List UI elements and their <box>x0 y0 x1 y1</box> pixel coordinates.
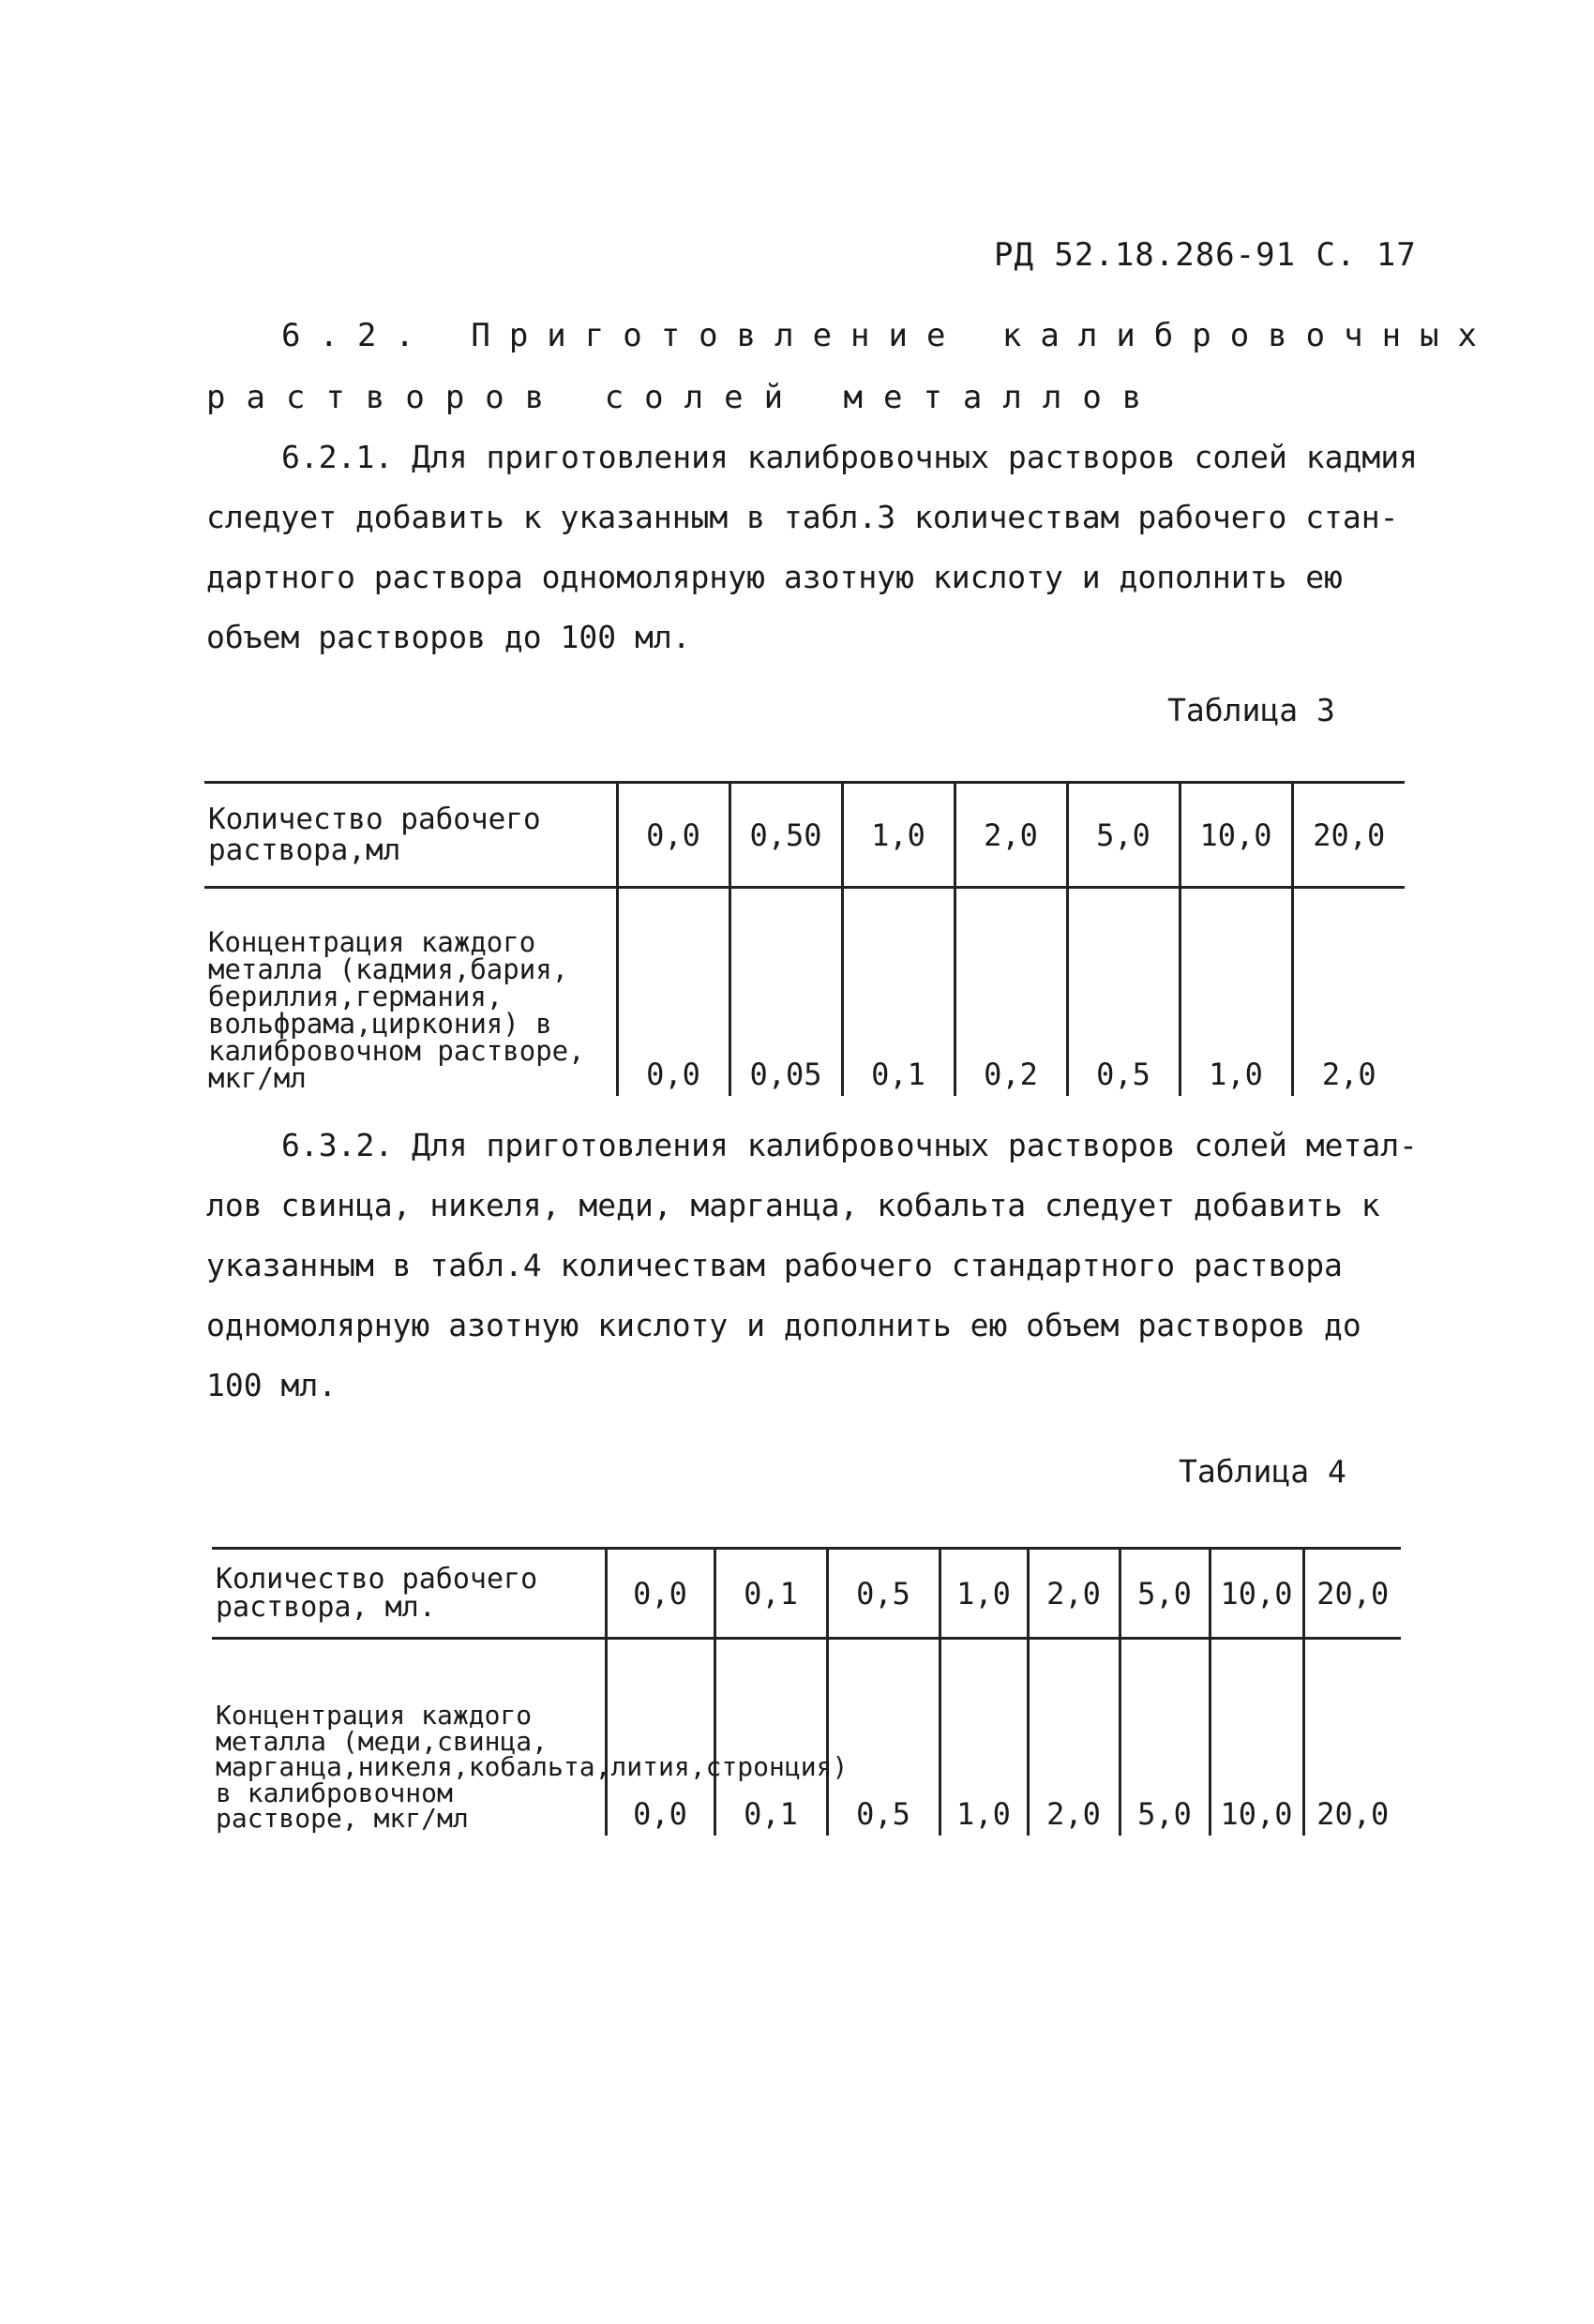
table4-cell: 5,0 <box>1120 1639 1210 1836</box>
table3-cell: 2,0 <box>955 783 1067 888</box>
para2-line: 6.3.2. Для приготовления калибровочных растворов солей метал- <box>281 1127 1418 1163</box>
table4-cell: 2,0 <box>1028 1549 1120 1639</box>
para2-line: лов свинца, никеля, меди, марганца, кобальта следует добавить к <box>206 1187 1380 1223</box>
table3-cell: 20,0 <box>1292 783 1405 888</box>
table4-cell: 10,0 <box>1210 1639 1303 1836</box>
table4-cell: 0,0 <box>606 1639 714 1836</box>
table4-cell: 20,0 <box>1303 1639 1401 1836</box>
table3-cell: 1,0 <box>1180 888 1292 1096</box>
paragraph-6-2-1 <box>206 427 1418 667</box>
table3-row2-label: Концентрация каждого металла (кадмия,бария, бериллия,германия, вольфрама,циркония) в калибровочном растворе, мкг/мл <box>208 925 585 1094</box>
table3-cell: 1,0 <box>842 783 955 888</box>
table4-cell: 1,0 <box>940 1549 1028 1639</box>
table4-cell: 0,5 <box>827 1549 940 1639</box>
table4-cell: 5,0 <box>1120 1549 1210 1639</box>
section-title-line1: 6.2. Приготовление калибровочных <box>281 317 1496 354</box>
para2-line: 100 мл. <box>206 1367 338 1403</box>
table3-row-concentration <box>204 888 1405 1096</box>
para1-line: следует добавить к указанным в табл.3 количествам рабочего стан- <box>206 499 1399 535</box>
para2-line: указанным в табл.4 количествам рабочего стандартного раствора <box>206 1247 1343 1283</box>
table4-cell: 20,0 <box>1303 1549 1401 1639</box>
table-3 <box>204 781 1405 1096</box>
table3-caption: Таблица 3 <box>1167 692 1335 728</box>
table3-cell: 2,0 <box>1292 888 1405 1096</box>
table4-cell: 0,1 <box>714 1549 827 1639</box>
table4-row2-label: Концентрация каждого металла (меди,свинца, марганца,никеля,кобальта,лития,стронция) в калибровочном растворе, мкг/мл <box>216 1700 849 1835</box>
table4-cell: 0,0 <box>606 1549 714 1639</box>
table4-row-quantity <box>212 1549 1401 1639</box>
table-4 <box>212 1547 1401 1836</box>
para2-line: одномолярную азотную кислоту и дополнить ею объем растворов до <box>206 1307 1361 1343</box>
table4-cell: 2,0 <box>1028 1639 1120 1836</box>
section-title-line2: растворов солей металлов <box>206 379 1163 416</box>
page-header: РД 52.18.286-91 С. 17 <box>994 236 1417 274</box>
table4-row-concentration <box>212 1639 1401 1836</box>
para1-line: дартного раствора одномолярную азотную кислоту и дополнить ею <box>206 559 1343 595</box>
table3-cell: 0,5 <box>1067 888 1180 1096</box>
table3-cell: 0,05 <box>729 888 842 1096</box>
table4-cell: 0,5 <box>827 1639 940 1836</box>
table3-cell: 5,0 <box>1067 783 1180 888</box>
table4-cell: 10,0 <box>1210 1549 1303 1639</box>
table4-row1-label: Количество рабочего раствора, мл. <box>212 1549 606 1639</box>
para1-line: объем растворов до 100 мл. <box>206 619 691 655</box>
paragraph-6-3-2 <box>206 1116 1418 1416</box>
table4-cell: 0,1 <box>714 1639 827 1836</box>
table4-caption: Таблица 4 <box>1179 1453 1346 1490</box>
table3-row-quantity <box>204 783 1405 888</box>
table4-cell: 1,0 <box>940 1639 1028 1836</box>
para1-line: 6.2.1. Для приготовления калибровочных растворов солей кадмия <box>281 439 1418 475</box>
table3-cell: 0,50 <box>729 783 842 888</box>
table3-cell: 10,0 <box>1180 783 1292 888</box>
table3-cell: 0,0 <box>617 783 729 888</box>
table3-cell: 0,0 <box>617 888 729 1096</box>
table3-cell: 0,1 <box>842 888 955 1096</box>
table3-row1-label: Количество рабочего раствора,мл <box>204 783 617 888</box>
table3-cell: 0,2 <box>955 888 1067 1096</box>
